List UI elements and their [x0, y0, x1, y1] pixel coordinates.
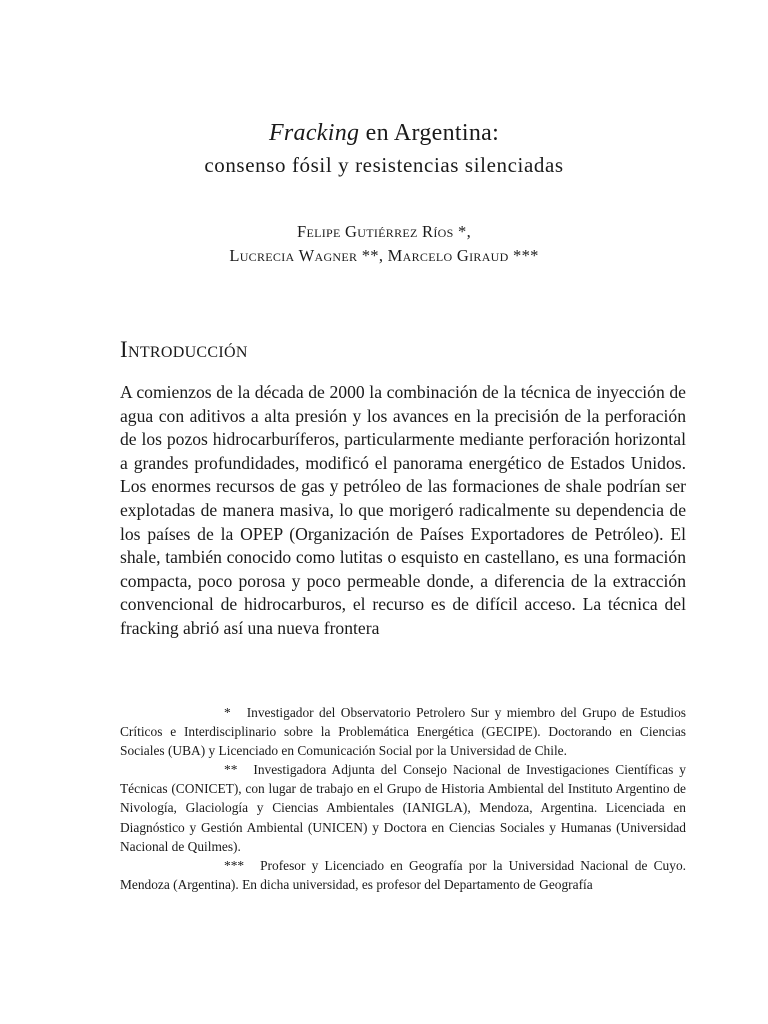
- author-list: [0, 220, 768, 268]
- footnote: [120, 856, 686, 894]
- title-rest: en Argentina:: [359, 120, 500, 146]
- footnote-mark: ***: [224, 857, 245, 873]
- article-title: [0, 118, 768, 180]
- footnote-mark: **: [224, 762, 238, 778]
- footnote-mark: *: [224, 705, 231, 720]
- title-italic-word: Fracking: [268, 120, 360, 146]
- title-line-2: consenso fósil y resistencias silenciadas: [204, 153, 564, 177]
- footnotes: [120, 703, 686, 894]
- footnote-text: Profesor y Licenciado en Geografía por la Universidad Nacional de Cuyo. Mendoza (Argentina). En dicha universidad, es profesor del Departamento de Geografía: [120, 857, 686, 892]
- footnote-text: Investigador del Observatorio Petrolero Sur y miembro del Grupo de Estudios Críticos e Interdisciplinario sobre la Problemática Energética (GECIPE). Doctorando en Ciencias Sociales (UBA) y Licenciado en Comunicación Social por la Universidad de Chile.: [120, 705, 686, 759]
- author-line-2: Lucrecia Wagner **, Marcelo Giraud ***: [229, 246, 539, 265]
- footnote: [120, 703, 686, 760]
- author-line-1: Felipe Gutiérrez Ríos *,: [296, 222, 472, 241]
- body-paragraph: A comienzos de la década de 2000 la combinación de la técnica de inyección de agua con aditivos a alta presión y los avances en la precisión de la perforación de los pozos hidrocarburíferos, particularmente mediante perforación horizontal a grandes profundidades, modificó el panorama energético de Estados Unidos. Los enormes recursos de gas y petróleo de las formaciones de shale podrían ser explotadas de manera masiva, lo que morigeró radicalmente su dependencia de los países de la OPEP (Organización de Países Exportadores de Petróleo). El shale, también conocido como lutitas o esquisto en castellano, es una formación compacta, poco porosa y poco permeable donde, a diferencia de la extracción convencional de hidrocarburos, el recurso es de difícil acceso. La técnica del fracking abrió así una nueva frontera: [120, 382, 686, 638]
- footnote: [120, 760, 686, 855]
- section-heading: Introducción: [120, 337, 248, 362]
- footnote-text: Investigadora Adjunta del Consejo Nacional de Investigaciones Científicas y Técnicas (CONICET), con lugar de trabajo en el Grupo de Historia Ambiental del Instituto Argentino de Nivología, Glaciología y Ciencias Ambientales (IANIGLA), Mendoza, Argentina. Licenciada en Diagnóstico y Gestión Ambiental (UNICEN) y Doctora en Ciencias Sociales y Humanas (Universidad Nacional de Quilmes).: [120, 762, 686, 854]
- title-line-1: [0, 118, 768, 148]
